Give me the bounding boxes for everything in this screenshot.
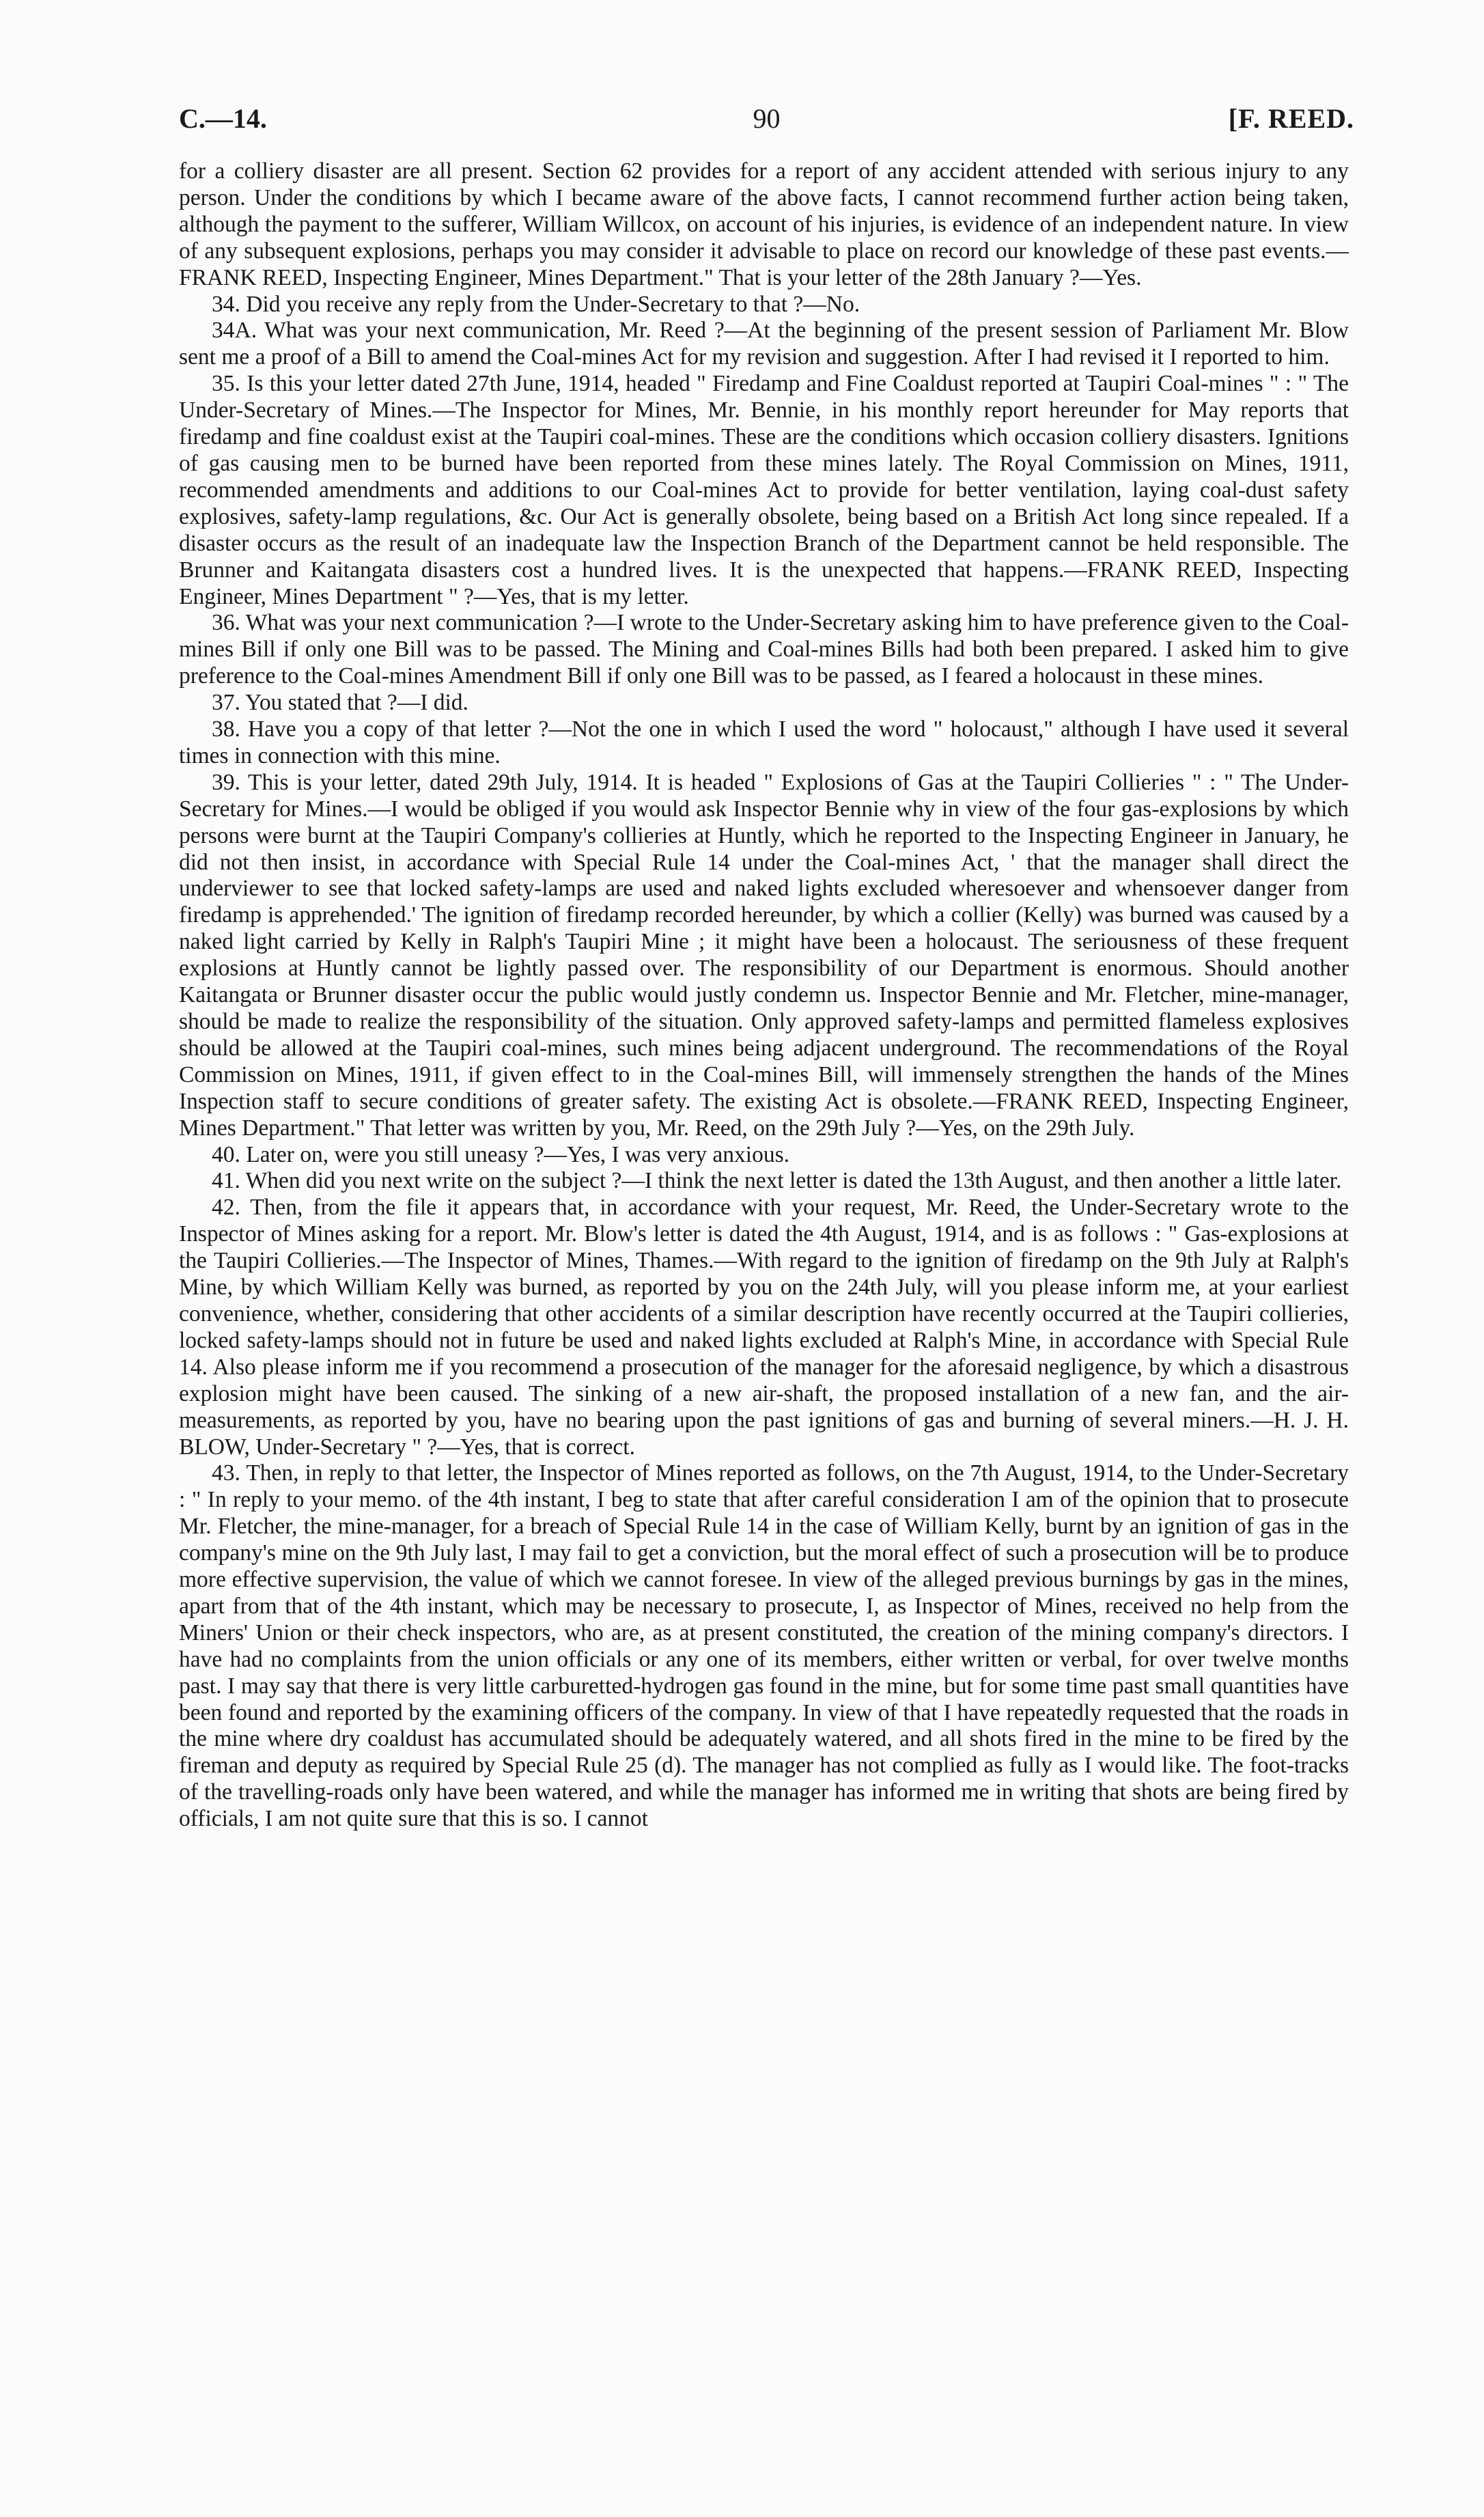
paragraph-39: 39. This is your letter, dated 29th July, 1914. It is headed " Explosions of Gas at the Taupiri Collieries " : " The Under-Secretary for Mines.—I would be obliged if you would ask Inspector Bennie why in view of the four gas-explosions by which persons were burnt at the Taupiri Company's collieries at Huntly, which he reported to the Inspecting Engineer in January, he did not then insist, in accordance with Special Rule 14 under the Coal-mines Act, ' that the manager shall direct the underviewer to see that locked safety-lamps are used and naked lights excluded wheresoever and whensoever danger from firedamp is apprehended.' The ignition of firedamp recorded hereunder, by which a collier (Kelly) was burned was caused by a naked light carried by Kelly in Ralph's Taupiri Mine ; it might have been a holocaust. The seriousness of these frequent explosions at Huntly cannot be lightly passed over. The responsibility of our Department is enormous. Should another Kaitangata or Brunner disaster occur the public would justly condemn us. Inspector Bennie and Mr. Fletcher, mine-manager, should be made to realize the responsibility of the situation. Only approved safety-lamps and permitted flameless explosives should be allowed at the Taupiri coal-mines, such mines being adjacent underground. The recommendations of the Royal Commission on Mines, 1911, if given effect to in the Coal-mines Bill, will immensely strengthen the hands of the Mines Inspection staff to secure conditions of greater safety. The existing Act is obsolete.—FRANK REED, Inspecting Engineer, Mines Department." That letter was written by you, Mr. Reed, on the 29th July ?—Yes, on the 29th July. bbox=[179, 769, 1349, 1141]
paragraph-43: 43. Then, in reply to that letter, the Inspector of Mines reported as follows, on the 7th August, 1914, to the Under-Secretary : " In reply to your memo. of the 4th instant, I beg to state that after careful consideration I am of the opinion that to prosecute Mr. Fletcher, the mine-manager, for a breach of Special Rule 14 in the case of William Kelly, burnt by an ignition of gas in the company's mine on the 9th July last, I may fail to get a conviction, but the moral effect of such a prosecution will be to produce more effective supervision, the value of which we cannot foresee. In view of the alleged previous burnings by gas in the mines, apart from that of the 4th instant, which may be necessary to prosecute, I, as Inspector of Mines, received no help from the Miners' Union or their check inspectors, who are, as at present constituted, the creation of the mining company's directors. I have had no complaints from the union officials or any one of its members, either written or verbal, for over twelve months past. I may say that there is very little carburetted-hydrogen gas found in the mine, but for some time past small quantities have been found and reported by the examining officers of the company. In view of that I have repeatedly requested that the roads in the mine where dry coaldust has accumulated should be adequately watered, and all shots fired in the mine to be fired by the fireman and deputy as required by Special Rule 25 (d). The manager has not complied as fully as I would like. The foot-tracks of the travelling-roads only have been watered, and while the manager has informed me in writing that shots are being fired by officials, I am not quite sure that this is so. I cannot bbox=[179, 1460, 1349, 1832]
paragraph-34: 34. Did you receive any reply from the Under-Secretary to that ?—No. bbox=[212, 291, 860, 317]
paragraph-36: 36. What was your next communication ?—I wrote to the Under-Secretary asking him to have preference given to the Coal-mines Bill if only one Bill was to be passed. The Mining and Coal-mines Bills had both been prepared. I asked him to give preference to the Coal-mines Amendment Bill if only one Bill was to be passed, as I feared a holocaust in these mines. bbox=[179, 610, 1349, 689]
paragraph-40: 40. Later on, were you still uneasy ?—Yes, I was very anxious. bbox=[212, 1141, 790, 1167]
paragraph-42: 42. Then, from the file it appears that, in accordance with your request, Mr. Reed, the Under-Secretary wrote to the Inspector of Mines asking for a report. Mr. Blow's letter is dated the 4th August, 1914, and is as follows : " Gas-explosions at the Taupiri Collieries.—The Inspector of Mines, Thames.—With regard to the ignition of firedamp on the 9th July at Ralph's Mine, by which William Kelly was burned, as reported by you on the 24th July, will you please inform me, at your earliest convenience, whether, considering that other accidents of a similar description have recently occurred at the Taupiri collieries, locked safety-lamps should not in future be used and naked lights excluded at Ralph's Mine, in accordance with Special Rule 14. Also please inform me if you recommend a prosecution of the manager for the aforesaid negligence, by which a disastrous explosion might have been caused. The sinking of a new air-shaft, the proposed installation of a new fan, and the air-measurements, as reported by you, have no bearing upon the past ignitions of gas and burning of several miners.—H. J. H. BLOW, Under-Secretary " ?—Yes, that is correct. bbox=[179, 1195, 1349, 1460]
paragraph-continuation: for a colliery disaster are all present. Section 62 provides for a report of any accident attended with serious injury to any person. Under the conditions by which I became aware of the above facts, I cannot recommend further action being taken, although the payment to the sufferer, William Willcox, on account of his injuries, is evidence of an independent nature. In view of any subsequent explosions, perhaps you may consider it advisable to place on record our knowledge of these past events.—FRANK REED, Inspecting Engineer, Mines Department." That is your letter of the 28th January ?—Yes. bbox=[179, 158, 1349, 290]
paragraph-41: 41. When did you next write on the subject ?—I think the next letter is dated the 13th August, and then another a little later. bbox=[212, 1168, 1342, 1194]
parliamentary-paper-number: C.—14. bbox=[179, 103, 267, 134]
page-body bbox=[179, 158, 1349, 1833]
page-number: 90 bbox=[753, 103, 781, 134]
paragraph-34a: 34A. What was your next communication, Mr. Reed ?—At the beginning of the present session of Parliament Mr. Blow sent me a proof of a Bill to amend the Coal-mines Act for my revision and suggestion. After I had revised it I reported to him. bbox=[179, 318, 1349, 370]
paragraph-35: 35. Is this your letter dated 27th June, 1914, headed " Firedamp and Fine Coaldust reported at Taupiri Coal-mines " : " The Under-Secretary of Mines.—The Inspector for Mines, Mr. Bennie, in his monthly report hereunder for May reports that firedamp and fine coaldust exist at the Taupiri coal-mines. These are the conditions which occasion colliery disasters. Ignitions of gas causing men to be burned have been reported from these mines lately. The Royal Commission on Mines, 1911, recommended amendments and additions to our Coal-mines Act to provide for better ventilation, laying coal-dust safety explosives, safety-lamp regulations, &c. Our Act is generally obsolete, being based on a British Act long since repealed. If a disaster occurs as the result of an inadequate law the Inspection Branch of the Department cannot be held responsible. The Brunner and Kaitangata disasters cost a hundred lives. It is the unexpected that happens.—FRANK REED, Inspecting Engineer, Mines Department " ?—Yes, that is my letter. bbox=[179, 371, 1349, 609]
paragraph-38: 38. Have you a copy of that letter ?—Not the one in which I used the word " holocaust," although I have used it several times in connection with this mine. bbox=[179, 717, 1349, 768]
page-header bbox=[179, 102, 1354, 143]
witness-name: [F. REED. bbox=[1228, 103, 1354, 134]
paragraph-37: 37. You stated that ?—I did. bbox=[212, 690, 468, 716]
